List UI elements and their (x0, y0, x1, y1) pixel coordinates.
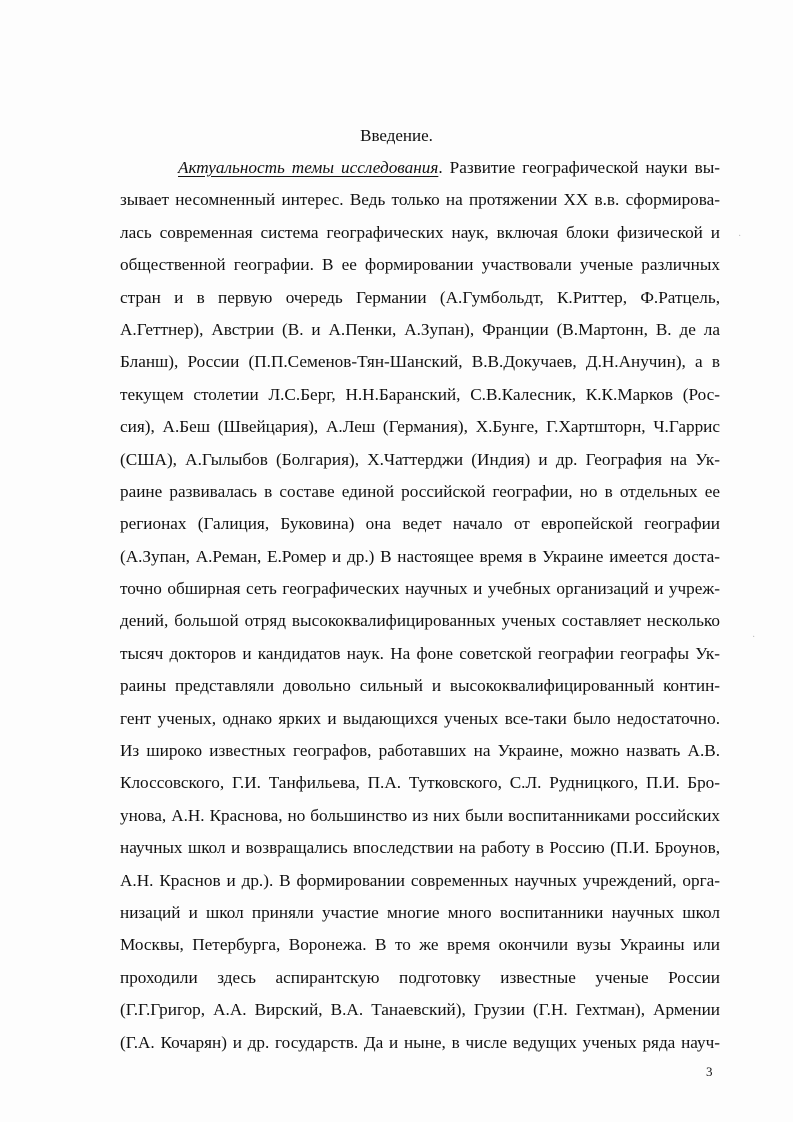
text-line: Москвы, Петербурга, Воронежа. В то же время окончили вузы Украины или (120, 935, 720, 955)
text-line: стран и в первую очередь Германии (А.Гумбольдт, К.Риттер, Ф.Ратцель, (120, 287, 720, 307)
text-line: текущем столетии Л.С.Берг, Н.Н.Баранский, С.В.Калесник, К.К.Марков (Рос- (120, 384, 720, 404)
text-line: точно обширная сеть географических научных и учебных организаций и учреж- (120, 579, 720, 599)
text-line: (А.Зупан, А.Реман, Е.Ромер и др.) В настоящее время в Украине имеется доста- (120, 546, 720, 566)
text-line: раины представляли довольно сильный и высококвалифицированный контин- (120, 676, 720, 696)
text-line: регионах (Галиция, Буковина) она ведет начало от европейской географии (120, 514, 720, 534)
text-line: общественной географии. В ее формировании участвовали ученые различных (120, 255, 720, 275)
text-line: Клоссовского, Г.И. Танфильева, П.А. Тутковского, С.Л. Рудницкого, П.И. Бро- (120, 773, 720, 793)
section-heading: Введение. (360, 126, 433, 145)
scan-speck: · (752, 632, 756, 643)
text-line: тысяч докторов и кандидатов наук. На фоне советской географии географы Ук- (120, 643, 720, 663)
scan-speck: · (738, 231, 742, 242)
text-line: низаций и школ приняли участие многие много воспитанники научных школ (120, 902, 720, 922)
text-line: Из широко известных географов, работавших на Украине, можно назвать А.В. (120, 741, 720, 761)
body-paragraph (120, 152, 720, 1059)
text-line: (США), А.Гылыбов (Болгария), Х.Чаттерджи (Индия) и др. География на Ук- (120, 449, 720, 469)
text-line: научных школ и возвращались впоследствии на работу в Россию (П.И. Броунов, (120, 838, 720, 858)
text-line: зывает несомненный интерес. Ведь только на протяжении XX в.в. сформирова- (120, 190, 720, 210)
text-line: лась современная система географических наук, включая блоки физической и (120, 222, 720, 242)
text-line: А.Геттнер), Австрии (В. и А.Пенки, А.Зупан), Франции (В.Мартонн, В. де ла (120, 319, 720, 339)
page-number: 3 (706, 1064, 713, 1079)
text-line: гент ученых, однако ярких и выдающихся ученых все-таки было недостаточно. (120, 708, 720, 728)
text-line: (Г.А. Кочарян) и др. государств. Да и ныне, в числе ведущих ученых ряда науч- (120, 1032, 720, 1052)
text-line: дений, большой отряд высококвалифицированных ученых составляет несколько (120, 611, 720, 631)
text-line: проходили здесь аспирантскую подготовку известные ученые России (120, 967, 720, 987)
text-line-content: . Развитие географической науки вы- (438, 158, 720, 177)
text-line (120, 152, 720, 184)
underlined-lead-phrase: Актуальность темы исследования (178, 158, 439, 177)
text-line: раине развивалась в составе единой российской географии, но в отдельных ее (120, 481, 720, 501)
text-line: сия), А.Беш (Швейцария), А.Леш (Германия), Х.Бунге, Г.Хартшторн, Ч.Гаррис (120, 417, 720, 437)
text-line: А.Н. Краснов и др.). В формировании современных научных учреждений, орга- (120, 870, 720, 890)
text-line: Бланш), России (П.П.Семенов-Тян-Шанский, В.В.Докучаев, Д.Н.Анучин), а в (120, 352, 720, 372)
text-line: (Г.Г.Григор, А.А. Вирский, В.А. Танаевский), Грузии (Г.Н. Гехтман), Армении (120, 1000, 720, 1020)
text-line: унова, А.Н. Краснова, но большинство из них были воспитанниками российских (120, 805, 720, 825)
